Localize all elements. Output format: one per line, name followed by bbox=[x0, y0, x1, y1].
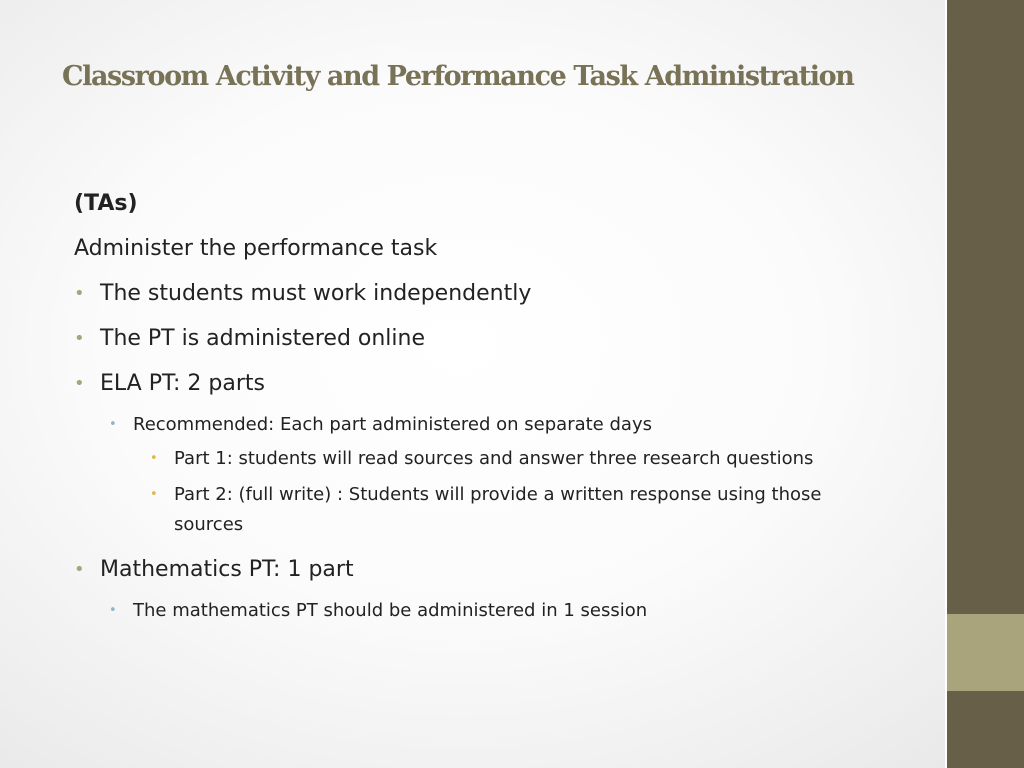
sub-sub-list-item-text: Part 1: students will read sources and answer three research questions bbox=[174, 448, 814, 469]
list-item bbox=[74, 364, 874, 404]
body-intro: Administer the performance task bbox=[74, 236, 438, 261]
bullet-icon: • bbox=[150, 487, 158, 502]
sub-list-item bbox=[74, 595, 874, 627]
bullet-icon: • bbox=[150, 451, 158, 466]
bullet-icon: • bbox=[74, 283, 85, 304]
sub-sub-list-item bbox=[74, 444, 874, 474]
bullet-icon: • bbox=[74, 373, 85, 394]
list-item-text: Mathematics PT: 1 part bbox=[100, 557, 354, 582]
slide-title: Classroom Activity and Performance Task Administration bbox=[62, 61, 854, 92]
list-item bbox=[74, 274, 874, 314]
sub-sub-list-item bbox=[74, 480, 874, 540]
sub-list-item-text: Recommended: Each part administered on separate days bbox=[133, 414, 652, 435]
slide-body bbox=[74, 184, 874, 630]
list-item bbox=[74, 319, 874, 359]
sub-list-item bbox=[74, 409, 874, 441]
decorative-sidebar-accent bbox=[947, 614, 1024, 691]
list-item-text: ELA PT: 2 parts bbox=[100, 371, 265, 396]
list-item bbox=[74, 550, 874, 590]
sub-list-item-text: The mathematics PT should be administered in 1 session bbox=[133, 600, 648, 621]
body-heading: (TAs) bbox=[74, 191, 138, 216]
list-item-text: The students must work independently bbox=[100, 281, 532, 306]
bullet-icon: • bbox=[109, 417, 117, 432]
sub-sub-list-item-text: Part 2: (full write) : Students will provide a written response using those sources bbox=[174, 484, 822, 535]
bullet-icon: • bbox=[109, 603, 117, 618]
bullet-icon: • bbox=[74, 328, 85, 349]
bullet-icon: • bbox=[74, 559, 85, 580]
list-item-text: The PT is administered online bbox=[100, 326, 426, 351]
